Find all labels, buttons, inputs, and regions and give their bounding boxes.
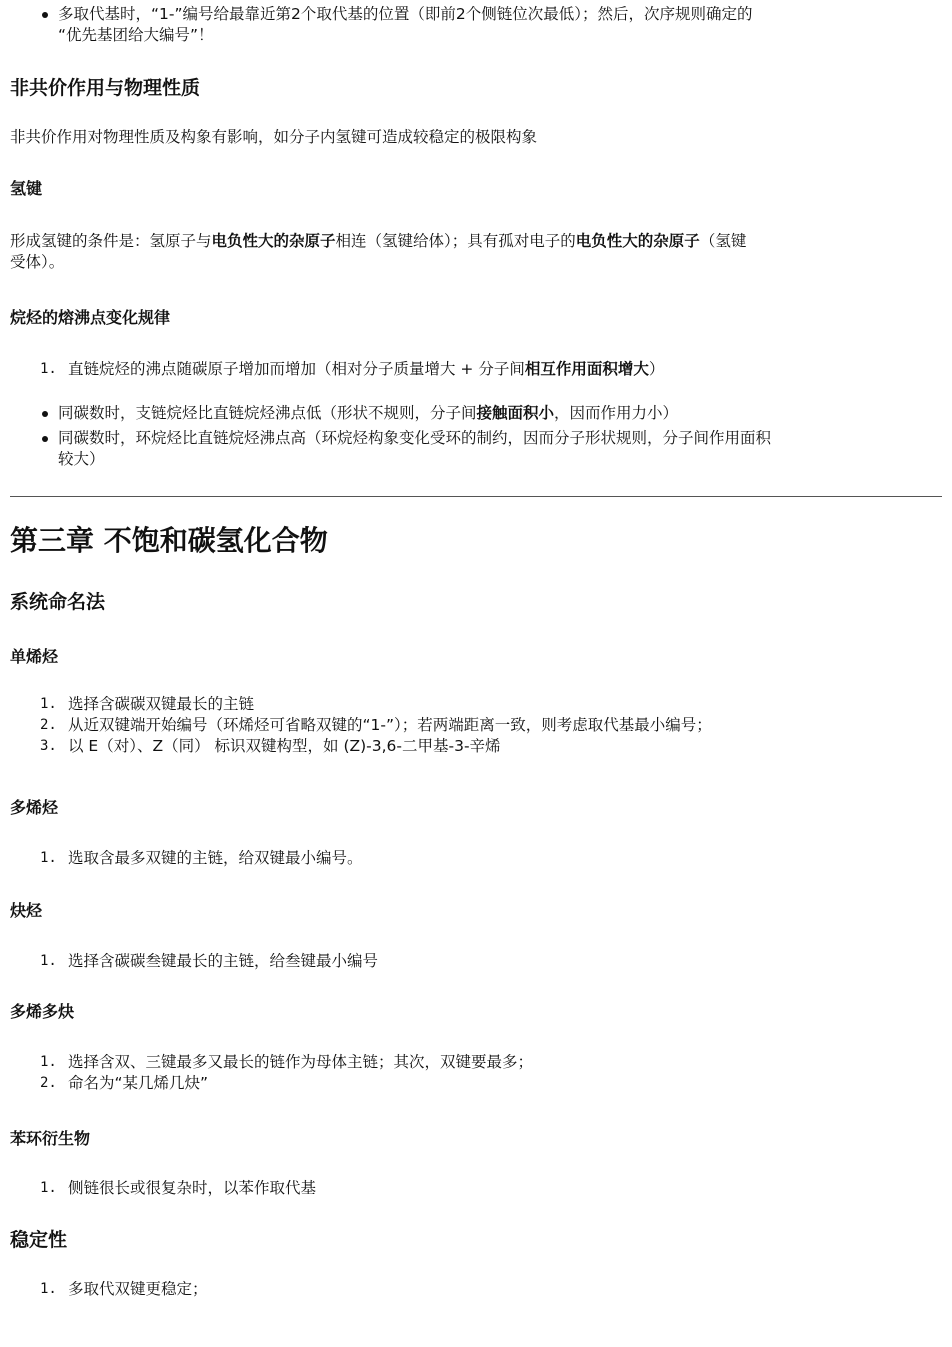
list-number: 1. bbox=[40, 1180, 57, 1196]
subsection-heading: 多烯烃 bbox=[10, 798, 59, 817]
list-number: 1. bbox=[40, 1054, 57, 1070]
list-item-text: 直链烷烃的沸点随碳原子增加而增加（相对分子质量增大 + 分子间 bbox=[68, 360, 525, 378]
subsection-heading: 氢键 bbox=[10, 179, 43, 198]
list-item bbox=[40, 1052, 942, 1073]
list-item bbox=[40, 1279, 942, 1300]
list-item-text: 选择含碳碳双键最长的主链 bbox=[68, 695, 255, 713]
list-number: 1. bbox=[40, 850, 57, 866]
section-heading: 系统命名法 bbox=[10, 591, 106, 613]
list-number: 2. bbox=[40, 1075, 57, 1091]
text-span: （氢键 bbox=[699, 232, 747, 250]
list-item-text: ，因而作用力小） bbox=[554, 404, 679, 422]
paragraph bbox=[10, 231, 942, 273]
list-number: 1. bbox=[40, 696, 57, 712]
subsection-heading: 烷烃的熔沸点变化规律 bbox=[10, 308, 171, 327]
list-item bbox=[40, 736, 942, 757]
list-item bbox=[40, 403, 942, 424]
bold-text: 电负性大的杂原子 bbox=[575, 232, 700, 250]
list-item bbox=[40, 848, 942, 869]
list-item bbox=[40, 1178, 942, 1199]
bold-text: 电负性大的杂原子 bbox=[211, 232, 336, 250]
list-item-text: 命名为“某几烯几炔” bbox=[68, 1074, 209, 1092]
subsection-heading: 多烯多炔 bbox=[10, 1002, 75, 1021]
list-item-text: ） bbox=[648, 360, 665, 378]
bold-text: 接触面积小 bbox=[476, 404, 555, 422]
bullet-dot-icon bbox=[42, 436, 48, 442]
list-number: 2. bbox=[40, 717, 57, 733]
numbered-list bbox=[10, 1178, 942, 1199]
numbered-list bbox=[10, 1279, 942, 1300]
list-item bbox=[40, 715, 942, 736]
list-item-text: 同碳数时，环烷烃比直链烷烃沸点高（环烷烃构象变化受环的制约，因而分子形状规则，分子间作用面积 bbox=[58, 429, 772, 447]
text-span: 受体）。 bbox=[10, 253, 65, 271]
numbered-list bbox=[10, 951, 942, 972]
bullet-dot-icon bbox=[42, 411, 48, 417]
list-number: 1. bbox=[40, 361, 57, 377]
list-number: 1. bbox=[40, 1281, 57, 1297]
divider bbox=[10, 496, 942, 497]
list-item bbox=[40, 428, 942, 470]
list-item bbox=[40, 1073, 942, 1094]
top-bullet-list bbox=[10, 4, 942, 46]
bullet-list bbox=[10, 403, 942, 470]
paragraph: 非共价作用对物理性质及构象有影响，如分子内氢键可造成较稳定的极限构象 bbox=[10, 128, 538, 146]
text-span: 相连（氢键给体）；具有孤对电子的 bbox=[335, 232, 576, 250]
subsection-heading: 炔烃 bbox=[10, 901, 43, 920]
list-item-text: 同碳数时，支链烷烃比直链烷烃沸点低（形状不规则，分子间 bbox=[58, 404, 477, 422]
list-item-text: 选择含双、三键最多又最长的链作为母体主链；其次，双键要最多； bbox=[68, 1053, 534, 1071]
numbered-list bbox=[10, 1052, 942, 1094]
numbered-list bbox=[10, 848, 942, 869]
list-item-text: 多取代双键更稳定； bbox=[68, 1280, 208, 1298]
list-item-text: 选择含碳碳叁键最长的主链，给叁键最小编号 bbox=[68, 952, 379, 970]
list-item-text: 较大） bbox=[58, 450, 105, 468]
list-number: 1. bbox=[40, 953, 57, 969]
bold-text: 相互作用面积增大 bbox=[524, 360, 649, 378]
bullet-dot-icon bbox=[42, 12, 48, 18]
list-item bbox=[40, 4, 942, 46]
subsection-heading: 苯环衍生物 bbox=[10, 1129, 91, 1148]
chapter-title: 第三章 不饱和碳氢化合物 bbox=[10, 524, 328, 557]
list-item bbox=[40, 694, 942, 715]
numbered-list bbox=[10, 359, 942, 380]
list-item-text: 从近双键端开始编号（环烯烃可省略双键的“1-”）；若两端距离一致，则考虑取代基最小编号； bbox=[68, 716, 712, 734]
numbered-list bbox=[10, 694, 942, 757]
section-heading: 非共价作用与物理性质 bbox=[10, 77, 201, 99]
section-heading: 稳定性 bbox=[10, 1229, 68, 1251]
list-number: 3. bbox=[40, 738, 57, 754]
subsection-heading: 单烯烃 bbox=[10, 647, 59, 666]
list-item-text: 侧链很长或很复杂时，以苯作取代基 bbox=[68, 1179, 317, 1197]
text-span: 形成氢键的条件是：氢原子与 bbox=[10, 232, 212, 250]
list-item-text: 以 E（对）、Z（同） 标识双键构型，如 (Z)-3,6-二甲基-3-辛烯 bbox=[68, 737, 501, 755]
list-item bbox=[40, 951, 942, 972]
list-item-text: “优先基团给大编号”！ bbox=[58, 26, 214, 44]
list-item-text: 多取代基时，“1-”编号给最靠近第2个取代基的位置（即前2个侧链位次最低）；然后，次序规则确定的 bbox=[58, 5, 753, 23]
list-item-text: 选取含最多双键的主链，给双键最小编号。 bbox=[68, 849, 363, 867]
list-item bbox=[40, 359, 942, 380]
